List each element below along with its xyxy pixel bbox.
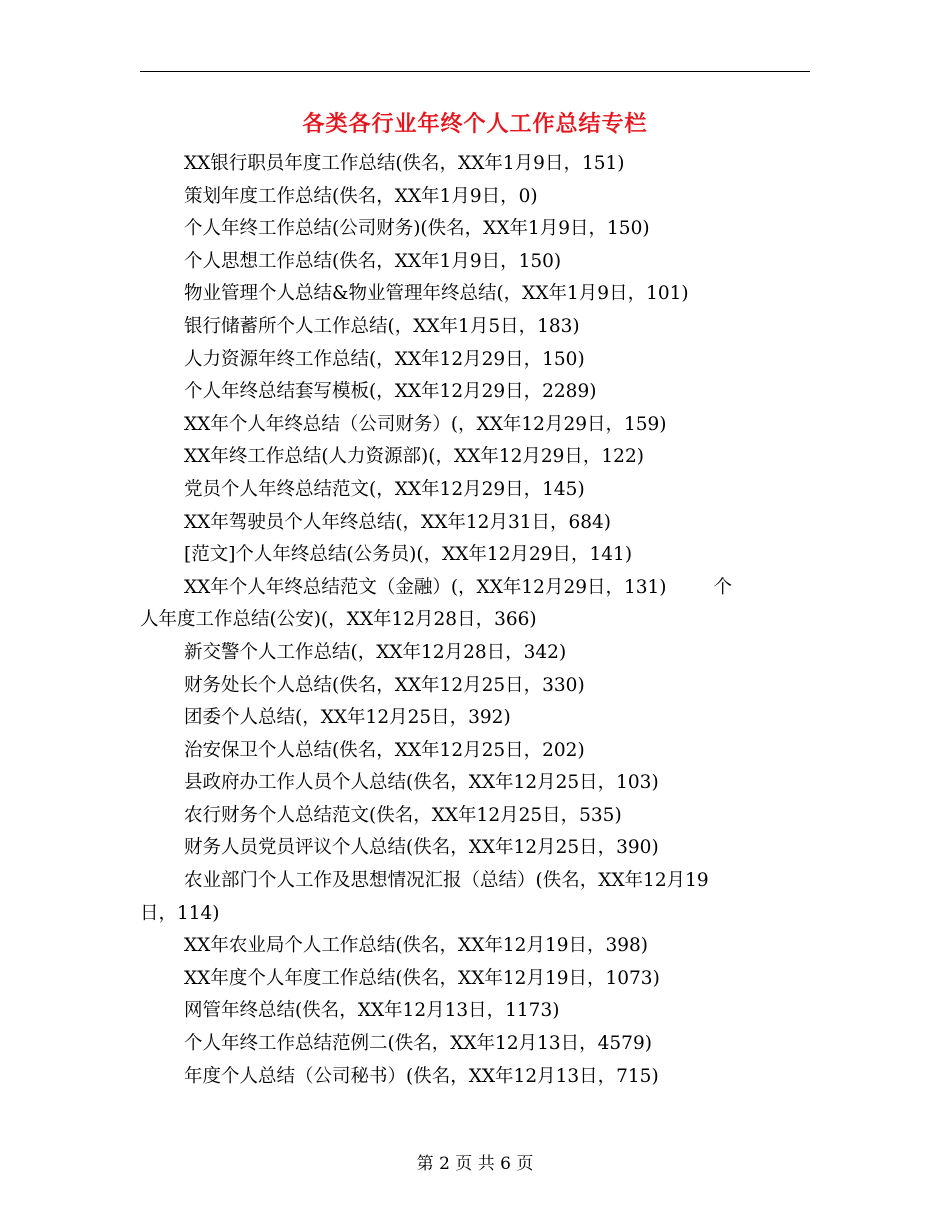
list-item: 银行储蓄所个人工作总结(，XX年1月5日，183) [184, 315, 580, 337]
list-item-continuation: 日，114) [140, 902, 220, 924]
list-item: 策划年度工作总结(佚名，XX年1月9日，0) [184, 185, 538, 207]
list-item: 个人思想工作总结(佚名，XX年1月9日，150) [184, 250, 562, 272]
list-item: 治安保卫个人总结(佚名，XX年12月25日，202) [184, 739, 585, 761]
list-item: [范文]个人年终总结(公务员)(，XX年12月29日，141) [184, 544, 633, 566]
list-item: 新交警个人工作总结(，XX年12月28日，342) [184, 641, 567, 663]
list-item: 个人年终总结套写模板(，XX年12月29日，2289) [184, 381, 597, 403]
list-item: 农行财务个人总结范文(佚名，XX年12月25日，535) [184, 804, 622, 826]
page-number: 第 2 页 共 6 页 [416, 1154, 534, 1174]
list-item: 年度个人总结（公司秘书）(佚名，XX年12月13日，715) [184, 1065, 659, 1087]
list-item: 人力资源年终工作总结(，XX年12月29日，150) [184, 348, 585, 370]
list-item: 财务处长个人总结(佚名，XX年12月25日，330) [184, 674, 585, 696]
document-body [140, 148, 810, 1093]
list-item: 党员个人年终总结范文(，XX年12月29日，145) [184, 478, 585, 500]
list-item: XX年终工作总结(人力资源部)(，XX年12月29日，122) [184, 446, 644, 468]
list-item: 网管年终总结(佚名，XX年12月13日，1173) [184, 1000, 560, 1022]
list-item: XX年个人年终总结范文（金融）(，XX年12月29日，131) 个 [184, 576, 733, 598]
list-item: 个人年终工作总结(公司财务)(佚名，XX年1月9日，150) [184, 218, 650, 240]
list-item: XX银行职员年度工作总结(佚名，XX年1月9日，151) [184, 153, 625, 174]
list-item: 团委个人总结(，XX年12月25日，392) [184, 707, 511, 729]
list-item: 个人年终工作总结范例二(佚名，XX年12月13日，4579) [184, 1033, 652, 1055]
list-item: XX年农业局个人工作总结(佚名，XX年12月19日，398) [184, 935, 649, 957]
list-item: 农业部门个人工作及思想情况汇报（总结）(佚名，XX年12月19 [184, 870, 709, 892]
header-rule [140, 71, 810, 72]
list-item: 物业管理个人总结&物业管理年终总结(，XX年1月9日，101) [184, 283, 689, 305]
list-item: XX年个人年终总结（公司财务）(，XX年12月29日，159) [184, 413, 667, 435]
page-title: 各类各行业年终个人工作总结专栏 [302, 112, 648, 137]
list-item: 县政府办工作人员个人总结(佚名，XX年12月25日，103) [184, 772, 659, 794]
list-item: XX年驾驶员个人年终总结(，XX年12月31日，684) [184, 511, 612, 533]
list-item: XX年度个人年度工作总结(佚名，XX年12月19日，1073) [184, 967, 660, 989]
list-item-continuation: 人年度工作总结(公安)(，XX年12月28日，366) [140, 609, 537, 631]
list-item: 财务人员党员评议个人总结(佚名，XX年12月25日，390) [184, 837, 659, 859]
